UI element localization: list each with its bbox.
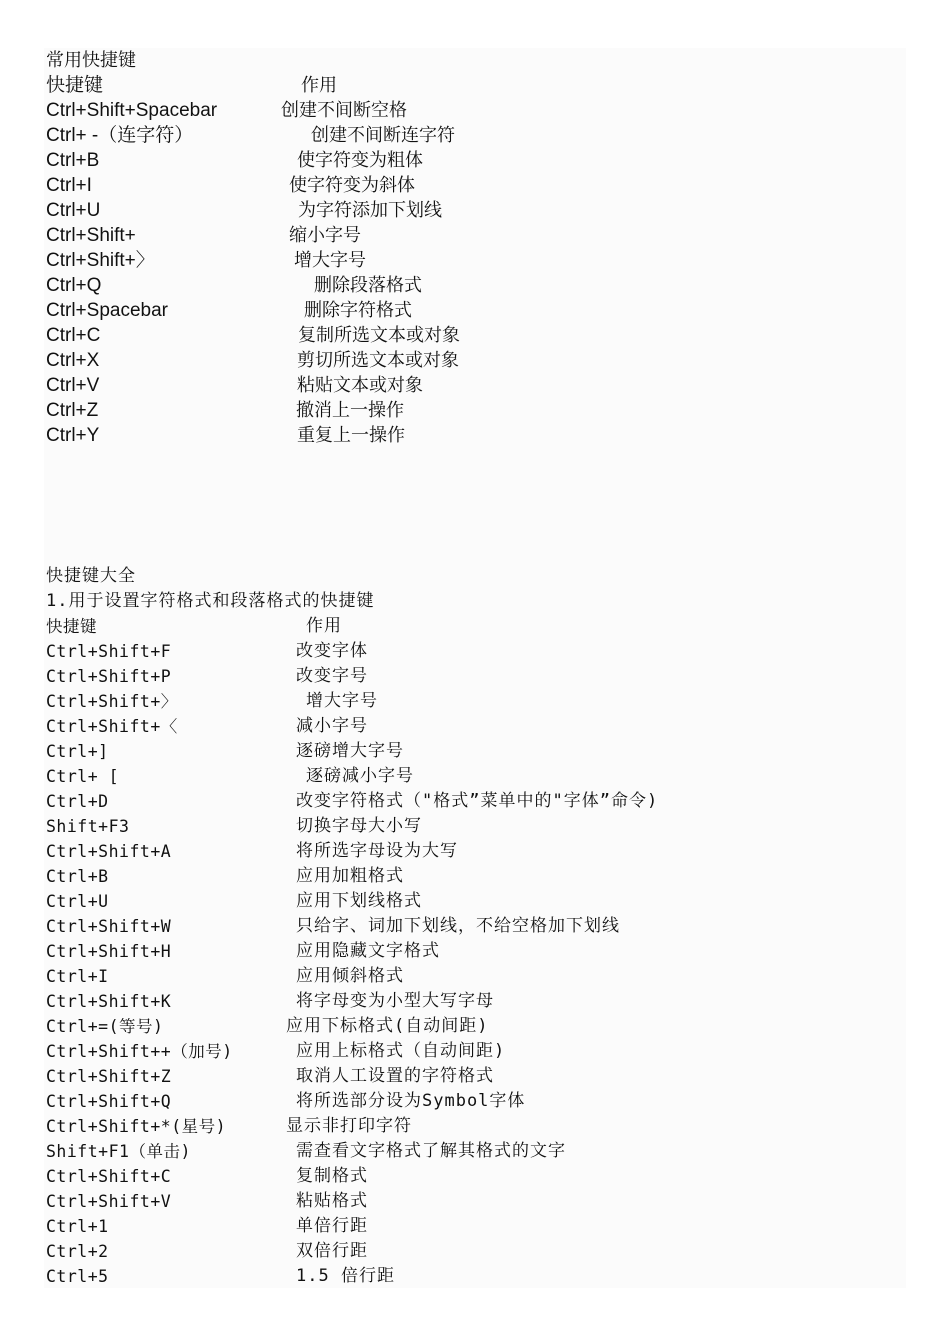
shortcut-key: Ctrl+U — [46, 892, 109, 911]
shortcut-key: Ctrl+Z — [46, 400, 99, 421]
shortcut-desc: 应用下划线格式 — [296, 891, 422, 911]
shortcut-key: Ctrl+Shift+C — [46, 1167, 172, 1186]
shortcut-desc: 撤消上一操作 — [296, 400, 404, 421]
shortcut-desc: 粘贴文本或对象 — [297, 375, 423, 396]
shortcut-desc: 粘贴格式 — [296, 1191, 368, 1211]
shortcut-desc: 将字母变为小型大写字母 — [296, 991, 494, 1011]
shortcut-desc: 1.5 倍行距 — [296, 1266, 395, 1286]
shortcut-desc: 创建不间断连字符 — [311, 125, 455, 146]
shortcut-key: Ctrl+2 — [46, 1242, 109, 1261]
shortcut-desc: 应用下标格式(自动间距) — [286, 1016, 489, 1036]
shortcut-desc: 单倍行距 — [296, 1216, 368, 1236]
shortcut-desc: 逐磅增大字号 — [296, 741, 404, 761]
shortcut-desc: 删除段落格式 — [314, 275, 422, 296]
shortcut-key: Ctrl+Shift+Spacebar — [46, 100, 218, 121]
shortcut-key: Ctrl+ [ — [46, 767, 120, 786]
shortcut-key: Shift+F3 — [46, 817, 130, 836]
shortcut-key: Ctrl+Y — [46, 425, 100, 446]
shortcut-key: Ctrl+B — [46, 867, 109, 886]
shortcut-desc: 增大字号 — [306, 691, 378, 711]
shortcut-key: Ctrl+Shift++（加号) — [46, 1042, 233, 1061]
shortcut-desc: 切换字母大小写 — [296, 816, 422, 836]
shortcut-desc: 剪切所选文本或对象 — [297, 350, 459, 371]
shortcut-desc: 取消人工设置的字符格式 — [296, 1066, 494, 1086]
shortcut-key: Ctrl+Shift+*(星号) — [46, 1117, 227, 1136]
shortcut-desc: 复制所选文本或对象 — [298, 325, 460, 346]
header-desc: 作用 — [306, 616, 342, 636]
shortcut-key: Ctrl+Spacebar — [46, 300, 168, 321]
shortcut-desc: 缩小字号 — [289, 225, 361, 246]
shortcut-key: Ctrl+Shift+〈 — [46, 717, 178, 736]
shortcut-desc: 双倍行距 — [296, 1241, 368, 1261]
shortcut-key: Ctrl+V — [46, 375, 100, 396]
shortcut-desc: 减小字号 — [296, 716, 368, 736]
header-key: 快捷键 — [46, 75, 104, 96]
shortcut-key: Ctrl+1 — [46, 1217, 109, 1236]
shortcut-desc: 创建不间断空格 — [281, 100, 407, 121]
shortcut-desc: 需查看文字格式了解其格式的文字 — [296, 1141, 566, 1161]
shortcut-desc: 使字符变为粗体 — [297, 150, 423, 171]
shortcut-key: Ctrl+X — [46, 350, 100, 371]
shortcut-key: Ctrl+=(等号) — [46, 1017, 164, 1036]
shortcut-key: Ctrl+Shift+K — [46, 992, 172, 1011]
shortcut-desc: 复制格式 — [296, 1166, 368, 1186]
shortcut-key: Ctrl+Shift+F — [46, 642, 172, 661]
shortcut-key: Ctrl+Shift+ — [46, 225, 136, 246]
shortcut-key: Ctrl+ -（连字符） — [46, 125, 194, 146]
section-subtitle: 1.用于设置字符格式和段落格式的快捷键 — [46, 591, 375, 611]
shortcut-desc: 为字符添加下划线 — [298, 200, 442, 221]
header-key: 快捷键 — [46, 617, 97, 636]
shortcut-desc: 将所选字母设为大写 — [296, 841, 458, 861]
shortcut-desc: 改变字符格式（"格式”菜单中的"字体”命令) — [296, 791, 659, 811]
shortcut-desc: 应用隐藏文字格式 — [296, 941, 440, 961]
section-title: 快捷键大全 — [46, 566, 136, 586]
shortcut-key: Ctrl+Shift+Z — [46, 1067, 172, 1086]
shortcut-key: Ctrl+5 — [46, 1267, 109, 1286]
shortcut-key: Ctrl+Shift+V — [46, 1192, 172, 1211]
shortcut-key: Ctrl+Shift+Q — [46, 1092, 172, 1111]
shortcut-key: Shift+F1（单击) — [46, 1142, 191, 1161]
shortcut-desc: 应用加粗格式 — [296, 866, 404, 886]
shortcut-desc: 改变字体 — [296, 641, 368, 661]
shortcut-desc: 应用上标格式（自动间距) — [296, 1041, 506, 1061]
shortcut-key: Ctrl+Q — [46, 275, 102, 296]
section-title: 常用快捷键 — [46, 50, 136, 71]
shortcut-desc: 重复上一操作 — [297, 425, 405, 446]
shortcut-key: Ctrl+Shift+W — [46, 917, 172, 936]
shortcut-key: Ctrl+C — [46, 325, 101, 346]
shortcut-desc: 使字符变为斜体 — [289, 175, 415, 196]
shortcut-key: Ctrl+Shift+H — [46, 942, 172, 961]
shortcut-desc: 应用倾斜格式 — [296, 966, 404, 986]
header-desc: 作用 — [301, 75, 337, 96]
shortcut-key: Ctrl+B — [46, 150, 100, 171]
shortcut-key: Ctrl+Shift+〉 — [46, 692, 178, 711]
shortcut-key: Ctrl+Shift+A — [46, 842, 172, 861]
shortcut-desc: 增大字号 — [294, 250, 366, 271]
shortcut-key: Ctrl+U — [46, 200, 101, 221]
shortcut-desc: 逐磅减小字号 — [306, 766, 414, 786]
shortcut-desc: 只给字、词加下划线，不给空格加下划线 — [296, 916, 620, 936]
shortcut-desc: 改变字号 — [296, 666, 368, 686]
shortcut-key: Ctrl+D — [46, 792, 109, 811]
shortcut-desc: 删除字符格式 — [304, 300, 412, 321]
shortcut-key: Ctrl+Shift+P — [46, 667, 172, 686]
shortcut-key: Ctrl+I — [46, 967, 109, 986]
shortcut-key: Ctrl+] — [46, 742, 109, 761]
shortcut-desc: 将所选部分设为Symbol字体 — [296, 1091, 526, 1111]
document-page — [44, 48, 906, 1288]
shortcut-key: Ctrl+I — [46, 175, 92, 196]
shortcut-desc: 显示非打印字符 — [286, 1116, 412, 1136]
shortcut-key: Ctrl+Shift+〉 — [46, 250, 155, 271]
